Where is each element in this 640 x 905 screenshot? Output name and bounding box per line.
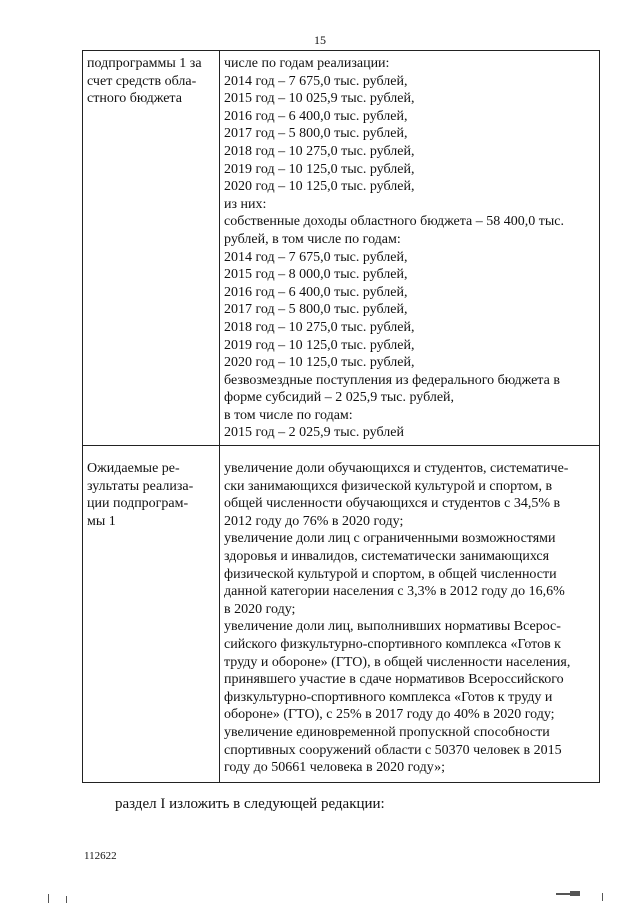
value-line: 2019 год – 10 125,0 тыс. рублей, <box>224 161 415 177</box>
value-line: рублей, в том числе по годам: <box>224 231 401 247</box>
value-line: 2018 год – 10 275,0 тыс. рублей, <box>224 319 415 335</box>
row-label-results <box>83 446 220 783</box>
value-line: 2020 год – 10 125,0 тыс. рублей, <box>224 355 415 371</box>
value-line: в 2020 году; <box>224 601 296 617</box>
value-line: 2016 год – 6 400,0 тыс. рублей, <box>224 284 408 300</box>
value-line: принявшего участие в сдаче нормативов Всероссийского <box>224 672 564 688</box>
value-line: 2018 год – 10 275,0 тыс. рублей, <box>224 143 415 159</box>
label-line: ции подпрограм- <box>87 496 189 512</box>
value-line: из них: <box>224 196 267 212</box>
value-line: 2015 год – 2 025,9 тыс. рублей <box>224 425 404 441</box>
value-line: году до 50661 человека в 2020 году»; <box>224 760 445 776</box>
value-line: физкультурно-спортивного комплекса «Готов к труду и <box>224 689 553 705</box>
value-line: увеличение доли лиц, выполнивших нормативы Всерос- <box>224 619 561 635</box>
value-line: физической культурой и спортом, в общей численности <box>224 566 557 582</box>
table-row-results <box>83 446 600 783</box>
value-line: общей численности обучающихся и студентов с 34,5% в <box>224 496 561 512</box>
value-line: 2012 году до 76% в 2020 году; <box>224 513 404 529</box>
row-value-funding <box>220 51 600 446</box>
value-line: форме субсидий – 2 025,9 тыс. рублей, <box>224 390 455 406</box>
value-line: 2017 год – 5 800,0 тыс. рублей, <box>224 302 408 318</box>
scan-mark <box>48 894 49 903</box>
value-line: 2020 год – 10 125,0 тыс. рублей, <box>224 179 415 195</box>
page-number: 15 <box>314 33 326 47</box>
value-line: 2014 год – 7 675,0 тыс. рублей, <box>224 73 408 89</box>
scan-mark <box>570 891 580 896</box>
label-line: подпрограммы 1 за <box>87 56 202 71</box>
section-instruction: раздел I изложить в следующей редакции: <box>115 796 385 812</box>
value-line: 2019 год – 10 125,0 тыс. рублей, <box>224 337 415 353</box>
value-line: обороне» (ГТО), с 25% в 2017 году до 40% в 2020 году; <box>224 707 555 723</box>
row-label-funding <box>83 51 220 446</box>
value-line: числе по годам реализации: <box>224 56 390 71</box>
label-line: стного бюджета <box>87 91 182 107</box>
value-line: сийского физкультурно-спортивного комплекса «Готов к <box>224 637 561 652</box>
scan-mark <box>66 896 67 903</box>
value-line: 2014 год – 7 675,0 тыс. рублей, <box>224 249 408 265</box>
table-row-funding <box>83 51 600 446</box>
value-line: ски занимающихся физической культурой и спортом, в <box>224 478 553 494</box>
label-line: Ожидаемые ре- <box>87 461 180 477</box>
value-line: 2017 год – 5 800,0 тыс. рублей, <box>224 126 408 142</box>
value-line: собственные доходы областного бюджета – 58 400,0 тыс. <box>224 214 565 230</box>
value-line: здоровья и инвалидов, систематически занимающихся <box>224 549 550 565</box>
scan-mark <box>602 893 603 901</box>
row-value-results <box>220 446 600 783</box>
value-line: 2016 год – 6 400,0 тыс. рублей, <box>224 108 408 124</box>
document-number: 112622 <box>84 850 117 862</box>
value-line: в том числе по годам: <box>224 407 353 423</box>
value-line: труду и обороне» (ГТО), в общей численности населения, <box>224 654 571 670</box>
value-line: безвозмездные поступления из федерального бюджета в <box>224 372 560 388</box>
label-line: зультаты реализа- <box>87 478 194 494</box>
label-line: счет средств обла- <box>87 73 197 89</box>
value-line: 2015 год – 10 025,9 тыс. рублей, <box>224 91 415 107</box>
value-line: 2015 год – 8 000,0 тыс. рублей, <box>224 267 408 283</box>
value-line: данной категории населения с 3,3% в 2012 году до 16,6% <box>224 584 565 600</box>
label-line: мы 1 <box>87 513 116 529</box>
value-line: увеличение доли обучающихся и студентов, систематиче- <box>224 461 569 477</box>
value-line: спортивных сооружений области с 50370 человек в 2015 <box>224 742 562 758</box>
value-line: увеличение единовременной пропускной способности <box>224 724 550 740</box>
program-table <box>82 50 600 783</box>
value-line: увеличение доли лиц с ограниченными возможностями <box>224 531 556 547</box>
